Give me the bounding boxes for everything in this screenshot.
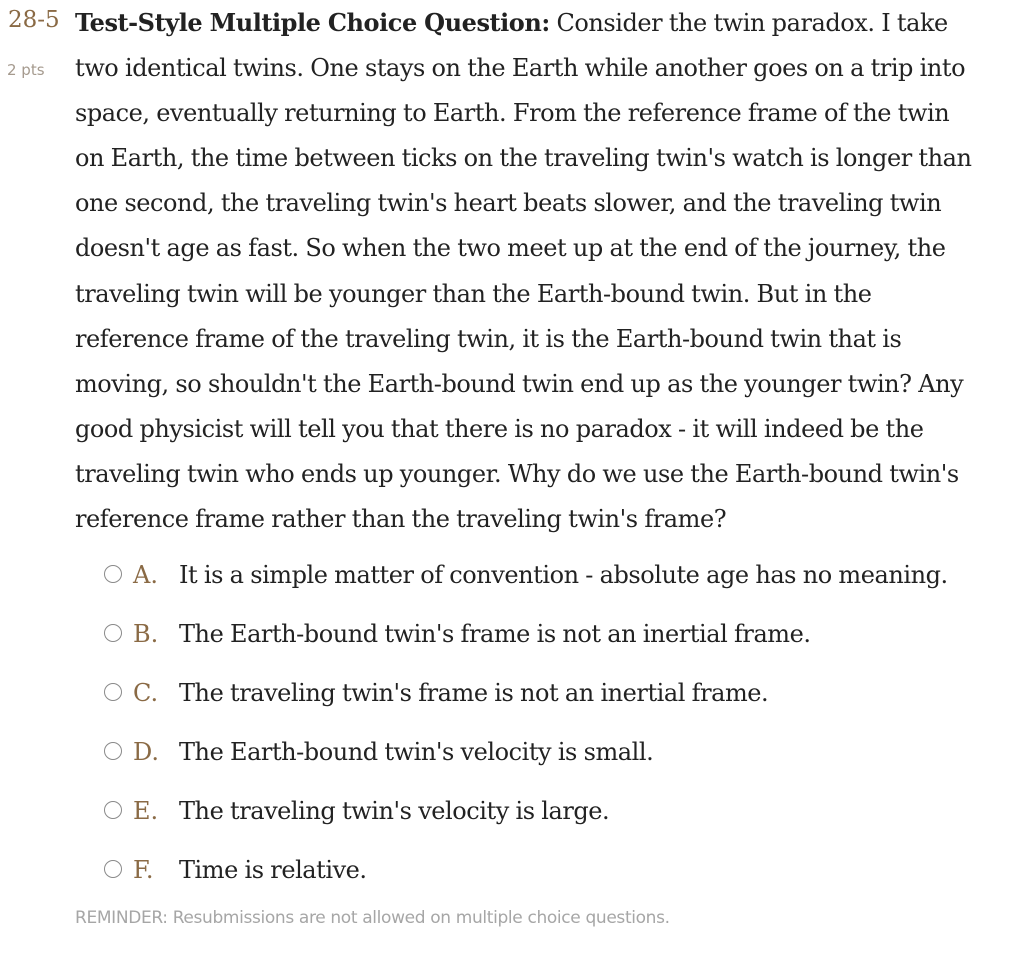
question-number: 28-5 [8,7,60,33]
radio-button-d[interactable] [104,742,122,760]
question-line: on Earth, the time between ticks on the traveling twin's watch is longer than [75,144,972,173]
question-text [75,0,1000,542]
question-line: good physicist will tell you that there is no paradox - it will indeed be the [75,414,924,443]
choice-text[interactable]: The traveling twin's velocity is large. [179,797,610,825]
question-line: reference frame rather than the traveling twin's frame? [75,505,727,534]
answer-choices [104,551,1004,905]
question-line: traveling twin who ends up younger. Why do we use the Earth-bound twin's [75,459,959,488]
resubmission-reminder: REMINDER: Resubmissions are not allowed on multiple choice questions. [75,908,670,928]
radio-button-b[interactable] [104,624,122,642]
choice-letter: F. [133,856,154,884]
choice-letter: A. [133,561,158,589]
choice-letter: D. [133,738,160,766]
question-line: one second, the traveling twin's heart beats slower, and the traveling twin [75,189,942,218]
choice-text[interactable]: The Earth-bound twin's velocity is small. [179,738,654,766]
question-points: 2 pts [7,61,45,79]
choice-text[interactable]: It is a simple matter of convention - absolute age has no meaning. [179,561,948,589]
choice-b[interactable] [104,610,1004,669]
question-line: doesn't age as fast. So when the two meet up at the end of the journey, the [75,234,946,263]
choice-text[interactable]: The Earth-bound twin's frame is not an inertial frame. [179,620,811,648]
radio-button-a[interactable] [104,565,122,583]
question-lead: Test-Style Multiple Choice Question: [75,8,550,37]
choice-a[interactable] [104,551,1004,610]
choice-text[interactable]: The traveling twin's frame is not an inertial frame. [179,679,769,707]
question-line: two identical twins. One stays on the Earth while another goes on a trip into [75,54,966,83]
radio-button-f[interactable] [104,860,122,878]
choice-text[interactable]: Time is relative. [179,856,367,884]
choice-letter: C. [133,679,159,707]
question-line: traveling twin will be younger than the Earth-bound twin. But in the [75,279,872,308]
question-line: moving, so shouldn't the Earth-bound twin end up as the younger twin? Any [75,369,964,398]
choice-f[interactable] [104,846,1004,905]
radio-button-c[interactable] [104,683,122,701]
question-line: space, eventually returning to Earth. From the reference frame of the twin [75,99,950,128]
choice-d[interactable] [104,728,1004,787]
choice-e[interactable] [104,787,1004,846]
choice-letter: B. [133,620,159,648]
question-line-text: Consider the twin paradox. I take [556,9,948,37]
radio-button-e[interactable] [104,801,122,819]
choice-letter: E. [133,797,159,825]
choice-c[interactable] [104,669,1004,728]
question-line: reference frame of the traveling twin, it is the Earth-bound twin that is [75,324,902,353]
question-line [75,0,1000,46]
